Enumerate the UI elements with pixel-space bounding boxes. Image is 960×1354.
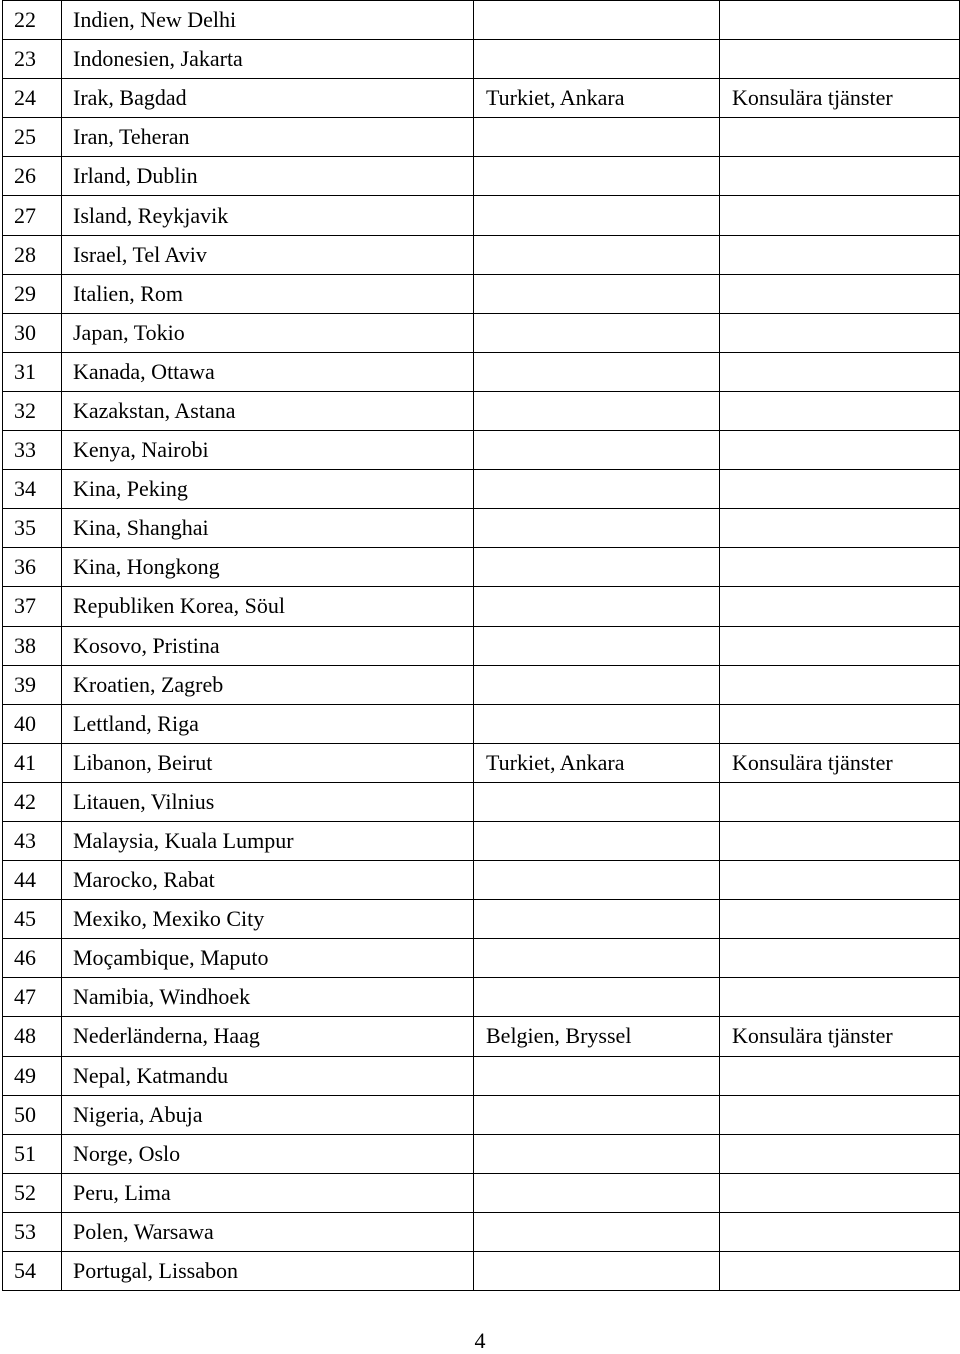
mission-cell: Litauen, Vilnius <box>62 782 474 821</box>
coverage-cell <box>474 274 720 313</box>
coverage-cell <box>474 1 720 40</box>
row-number-cell: 30 <box>3 313 62 352</box>
service-cell <box>720 1095 960 1134</box>
table-row <box>3 40 960 79</box>
mission-cell: Kina, Shanghai <box>62 509 474 548</box>
mission-cell: Nepal, Katmandu <box>62 1056 474 1095</box>
row-number-cell: 33 <box>3 431 62 470</box>
coverage-cell <box>474 196 720 235</box>
row-number-cell: 25 <box>3 118 62 157</box>
table-row <box>3 118 960 157</box>
row-number-cell: 49 <box>3 1056 62 1095</box>
table-row <box>3 821 960 860</box>
service-cell <box>720 939 960 978</box>
row-number-cell: 52 <box>3 1173 62 1212</box>
service-cell: Konsulära tjänster <box>720 79 960 118</box>
service-cell <box>720 1173 960 1212</box>
row-number-cell: 29 <box>3 274 62 313</box>
mission-cell: Kosovo, Pristina <box>62 626 474 665</box>
table-row <box>3 587 960 626</box>
coverage-cell <box>474 821 720 860</box>
coverage-cell <box>474 1134 720 1173</box>
row-number-cell: 45 <box>3 900 62 939</box>
row-number-cell: 51 <box>3 1134 62 1173</box>
coverage-cell <box>474 548 720 587</box>
table-row <box>3 1173 960 1212</box>
service-cell <box>720 861 960 900</box>
coverage-cell <box>474 665 720 704</box>
row-number-cell: 47 <box>3 978 62 1017</box>
mission-cell: Kenya, Nairobi <box>62 431 474 470</box>
service-cell <box>720 665 960 704</box>
service-cell <box>720 40 960 79</box>
mission-cell: Norge, Oslo <box>62 1134 474 1173</box>
mission-cell: Mexiko, Mexiko City <box>62 900 474 939</box>
mission-cell: Lettland, Riga <box>62 704 474 743</box>
row-number-cell: 27 <box>3 196 62 235</box>
mission-cell: Malaysia, Kuala Lumpur <box>62 821 474 860</box>
mission-cell: Kazakstan, Astana <box>62 391 474 430</box>
service-cell: Konsulära tjänster <box>720 743 960 782</box>
service-cell <box>720 782 960 821</box>
service-cell <box>720 196 960 235</box>
mission-cell: Marocko, Rabat <box>62 861 474 900</box>
service-cell <box>720 900 960 939</box>
service-cell <box>720 626 960 665</box>
table-row <box>3 509 960 548</box>
service-cell <box>720 1212 960 1251</box>
table-row <box>3 782 960 821</box>
row-number-cell: 28 <box>3 235 62 274</box>
mission-table <box>2 0 960 1291</box>
coverage-cell <box>474 509 720 548</box>
mission-cell: Indonesien, Jakarta <box>62 40 474 79</box>
coverage-cell <box>474 1212 720 1251</box>
service-cell <box>720 1134 960 1173</box>
mission-cell: Nederländerna, Haag <box>62 1017 474 1056</box>
row-number-cell: 24 <box>3 79 62 118</box>
mission-cell: Peru, Lima <box>62 1173 474 1212</box>
row-number-cell: 34 <box>3 470 62 509</box>
table-row <box>3 1017 960 1056</box>
coverage-cell <box>474 704 720 743</box>
coverage-cell <box>474 1252 720 1291</box>
service-cell <box>720 509 960 548</box>
coverage-cell <box>474 313 720 352</box>
mission-cell: Republiken Korea, Söul <box>62 587 474 626</box>
row-number-cell: 54 <box>3 1252 62 1291</box>
row-number-cell: 46 <box>3 939 62 978</box>
service-cell <box>720 587 960 626</box>
row-number-cell: 35 <box>3 509 62 548</box>
mission-cell: Moçambique, Maputo <box>62 939 474 978</box>
table-row <box>3 939 960 978</box>
service-cell <box>720 313 960 352</box>
table-row <box>3 626 960 665</box>
service-cell <box>720 352 960 391</box>
mission-cell: Kina, Peking <box>62 470 474 509</box>
mission-cell: Irland, Dublin <box>62 157 474 196</box>
service-cell <box>720 470 960 509</box>
row-number-cell: 53 <box>3 1212 62 1251</box>
table-row <box>3 1134 960 1173</box>
coverage-cell <box>474 626 720 665</box>
row-number-cell: 37 <box>3 587 62 626</box>
table-row <box>3 1 960 40</box>
table-row <box>3 1252 960 1291</box>
table-row <box>3 235 960 274</box>
coverage-cell <box>474 978 720 1017</box>
table-row <box>3 665 960 704</box>
row-number-cell: 26 <box>3 157 62 196</box>
row-number-cell: 31 <box>3 352 62 391</box>
table-row <box>3 313 960 352</box>
mission-cell: Italien, Rom <box>62 274 474 313</box>
mission-cell: Kroatien, Zagreb <box>62 665 474 704</box>
table-row <box>3 196 960 235</box>
table-row <box>3 548 960 587</box>
coverage-cell <box>474 235 720 274</box>
mission-cell: Indien, New Delhi <box>62 1 474 40</box>
table-row <box>3 431 960 470</box>
coverage-cell <box>474 431 720 470</box>
table-row <box>3 1056 960 1095</box>
table-row <box>3 1095 960 1134</box>
coverage-cell <box>474 1056 720 1095</box>
row-number-cell: 39 <box>3 665 62 704</box>
service-cell <box>720 118 960 157</box>
mission-cell: Libanon, Beirut <box>62 743 474 782</box>
mission-cell: Kina, Hongkong <box>62 548 474 587</box>
service-cell <box>720 1252 960 1291</box>
row-number-cell: 44 <box>3 861 62 900</box>
coverage-cell <box>474 40 720 79</box>
row-number-cell: 38 <box>3 626 62 665</box>
table-row <box>3 1212 960 1251</box>
table-row <box>3 743 960 782</box>
coverage-cell <box>474 1173 720 1212</box>
table-row <box>3 861 960 900</box>
mission-cell: Israel, Tel Aviv <box>62 235 474 274</box>
mission-cell: Nigeria, Abuja <box>62 1095 474 1134</box>
mission-cell: Japan, Tokio <box>62 313 474 352</box>
mission-table-body <box>3 1 960 1291</box>
service-cell <box>720 821 960 860</box>
row-number-cell: 50 <box>3 1095 62 1134</box>
table-row <box>3 157 960 196</box>
service-cell <box>720 978 960 1017</box>
mission-cell: Iran, Teheran <box>62 118 474 157</box>
service-cell <box>720 704 960 743</box>
table-row <box>3 900 960 939</box>
row-number-cell: 22 <box>3 1 62 40</box>
coverage-cell <box>474 861 720 900</box>
coverage-cell <box>474 391 720 430</box>
table-row <box>3 470 960 509</box>
service-cell <box>720 431 960 470</box>
service-cell <box>720 235 960 274</box>
page-number: 4 <box>474 1328 486 1353</box>
row-number-cell: 40 <box>3 704 62 743</box>
coverage-cell <box>474 470 720 509</box>
row-number-cell: 43 <box>3 821 62 860</box>
mission-cell: Portugal, Lissabon <box>62 1252 474 1291</box>
coverage-cell: Belgien, Bryssel <box>474 1017 720 1056</box>
coverage-cell <box>474 157 720 196</box>
mission-cell: Kanada, Ottawa <box>62 352 474 391</box>
mission-cell: Namibia, Windhoek <box>62 978 474 1017</box>
mission-cell: Island, Reykjavik <box>62 196 474 235</box>
coverage-cell <box>474 782 720 821</box>
service-cell <box>720 157 960 196</box>
coverage-cell <box>474 900 720 939</box>
row-number-cell: 41 <box>3 743 62 782</box>
coverage-cell: Turkiet, Ankara <box>474 79 720 118</box>
service-cell <box>720 548 960 587</box>
table-row <box>3 79 960 118</box>
mission-cell: Polen, Warsawa <box>62 1212 474 1251</box>
coverage-cell: Turkiet, Ankara <box>474 743 720 782</box>
service-cell <box>720 274 960 313</box>
row-number-cell: 23 <box>3 40 62 79</box>
coverage-cell <box>474 939 720 978</box>
table-row <box>3 352 960 391</box>
mission-cell: Irak, Bagdad <box>62 79 474 118</box>
coverage-cell <box>474 587 720 626</box>
row-number-cell: 48 <box>3 1017 62 1056</box>
table-row <box>3 978 960 1017</box>
service-cell <box>720 1 960 40</box>
service-cell <box>720 1056 960 1095</box>
service-cell: Konsulära tjänster <box>720 1017 960 1056</box>
row-number-cell: 42 <box>3 782 62 821</box>
coverage-cell <box>474 118 720 157</box>
coverage-cell <box>474 352 720 391</box>
row-number-cell: 32 <box>3 391 62 430</box>
coverage-cell <box>474 1095 720 1134</box>
table-row <box>3 704 960 743</box>
table-row <box>3 274 960 313</box>
row-number-cell: 36 <box>3 548 62 587</box>
table-row <box>3 391 960 430</box>
service-cell <box>720 391 960 430</box>
